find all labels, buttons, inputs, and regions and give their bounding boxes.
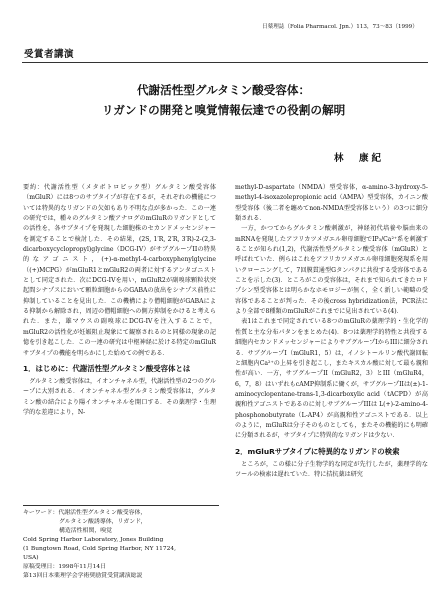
title-line-1: 代謝活性型グルタミン酸受容体：: [136, 83, 311, 97]
abstract-paragraph: 要約：代謝活性型（メタボトロピック型）グルタミン酸受容体（mGluR）には8つのサブタイプが存在するが，それぞれの機能については特異的なリガンドの欠如もあり不明な点が多かった．この一連の研究では，種々のグルタミン酸アナログのmGluRのリガンドとしての活性を，各サブタイプを発現した細胞株のセカンドメッセンジャーを測定することで検討した．その結果，(2S, 1′R, 2′R, 3′R)-2-(2,3-dicarboxycyclopropyl)glycine（DCG-IV）がサブグループIIの特異的なアゴニスト，(+)-α-methyl-4-carboxyphenylglycine（(+)MCPG）がmGluR1とmGluR2の両者に対するアンタゴニストとして同定された．次にDCG-IVを用い，mGluR2が副嗅球顆粒状突起間シナプスにおいて顆粒細胞からのGABAの放出をシナプス前性に抑制していることを見出した．この機構により僧帽細胞がGABAによる抑制から解除され，周辺の僧帽細胞への側方抑制をかけると考えられた．また，雄マウスの副嗅球にDCG-IVを注入することで，mGluR2の活性化が妊娠阻止現象にて観察されるのと同様の現象の記憶を引き起こした．この一連の研究は中枢神経に於ける特定のmGluRサブタイプの機能を明らかにした始めての例である．: [23, 184, 216, 357]
keyword: 代謝活性型グルタミン酸受容体，: [58, 510, 147, 516]
section-heading-2: 2．mGluRサブタイプに特異的なリガンドの検索: [235, 446, 400, 456]
footnote-box: [23, 505, 219, 581]
journal-reference: 日薬理誌（Folia Pharmacol. Jpn.）113，73～83（1999）: [262, 24, 418, 30]
award-note: 第13回日本薬理学会学術奨励賞受賞講演総説: [23, 573, 143, 579]
keywords-line-1: [23, 509, 219, 518]
body-paragraph: 表1はこれまで同定されている8つのmGluRの薬理学的・生化学的性質と主な分布パタンをまとめた(4)．8つは薬理学的特性と共役する細胞内セカンドメッセンジャーによりサブグループIからIIIに細分される．サブグループI（mGluR1，5）は，イノシトールリン酸代謝回転と細胞内Ca²⁺の上昇を引き起こし，またキスカル酸に対して最も親和性が高い．一方，サブグループII（mGluR2，3）とIII（mGluR4，6，7，8）はいずれもcAMP抑制系に働くが，サブグループIIは(±)-1-aminocyclopentane-trans-1,3-dicarboxylic acid（tACPD）が高親和性アゴニストであるのに対しサブグループIIIは L(+)-2-amino-4-phosphonobutyrate（L-AP4）が高親和性アゴニストである．以上のように，mGluRは分子そのものとしても，またその機能的にも明確に分類されるが，サブタイプに特異的なリガンドは少ない．: [235, 318, 428, 440]
body-paragraph: ところが，この様に分子生物学的な同定が先行したが，薬理学的なツールの検索は遅れていた．特に拮抗薬は研究: [235, 460, 428, 478]
right-column: [235, 183, 428, 480]
author-name: 林 康紀: [334, 153, 385, 164]
body-paragraph: グルタミン酸受容体は，イオンチャネル型，代謝活性型の2つのグループに大別される．イオンチャネル型グルタミン酸受容体は，グルタミン酸の結合により陽イオンチャネルを開口する．その薬理学・生理学的な差違により，N-: [23, 377, 216, 416]
section-heading-1: 1．はじめに：代謝活性型グルタミン酸受容体とは: [23, 363, 191, 373]
left-column: [23, 183, 216, 418]
keywords-line-2: グルタミン酸誘導体，リガンド，: [59, 519, 147, 525]
title-line-2: リガンドの開発と嗅覚情報伝達での役割の解明: [101, 103, 346, 117]
body-paragraph: 一方，かつてからグルタミン酸刺激が，神経初代培養や脳由来のmRNAを発現したアフリカツメガエル卵母細胞でIP₃/Ca²⁺系を刺激することが知られ(1,2)，代謝活性型グルタミン酸受容体（mGluR）と呼ばれていた．例らはこれをアフリカツメガエル卵母細胞発現系を用いクローニングして，7回膜貫通型Gタンパクに共役する受容体であることを示した(3)．ところがこの受容体は，それまで知られてきたロドプシン型受容体とは明らかなホモロジーが無く，全く新しい範疇の受容体であることが判った．その後cross hybridization法，PCR法により全部で8種類のmGluRがこれまでに見出されている(4)．: [235, 225, 428, 316]
body-paragraph: methyl-D-aspartate（NMDA）型受容体，α-amino-3-hydroxy-5-methyl-4-isoxazolepropionic acid（AMPA）型受容体，カイニン酸型受容体（後二者を纏めてnon-NMDA型受容体という）の3つに細分類される．: [235, 184, 428, 223]
section-label: 受賞者講演: [24, 49, 75, 60]
affiliation-line-3: USA): [23, 555, 39, 561]
affiliation-line-1: Cold Spring Harbor Laboratory, Jones Building: [23, 537, 164, 543]
affiliation-line-2: (1 Bungtown Road, Cold Spring Harbor, NY 11724,: [23, 546, 176, 552]
received-date: 原稿受理日：1998年11月14日: [23, 564, 106, 570]
keywords-label: キーワード：: [23, 510, 59, 516]
keywords-line-3: 構造活性相関，嗅覚: [59, 528, 113, 534]
header-rule: [22, 62, 428, 63]
